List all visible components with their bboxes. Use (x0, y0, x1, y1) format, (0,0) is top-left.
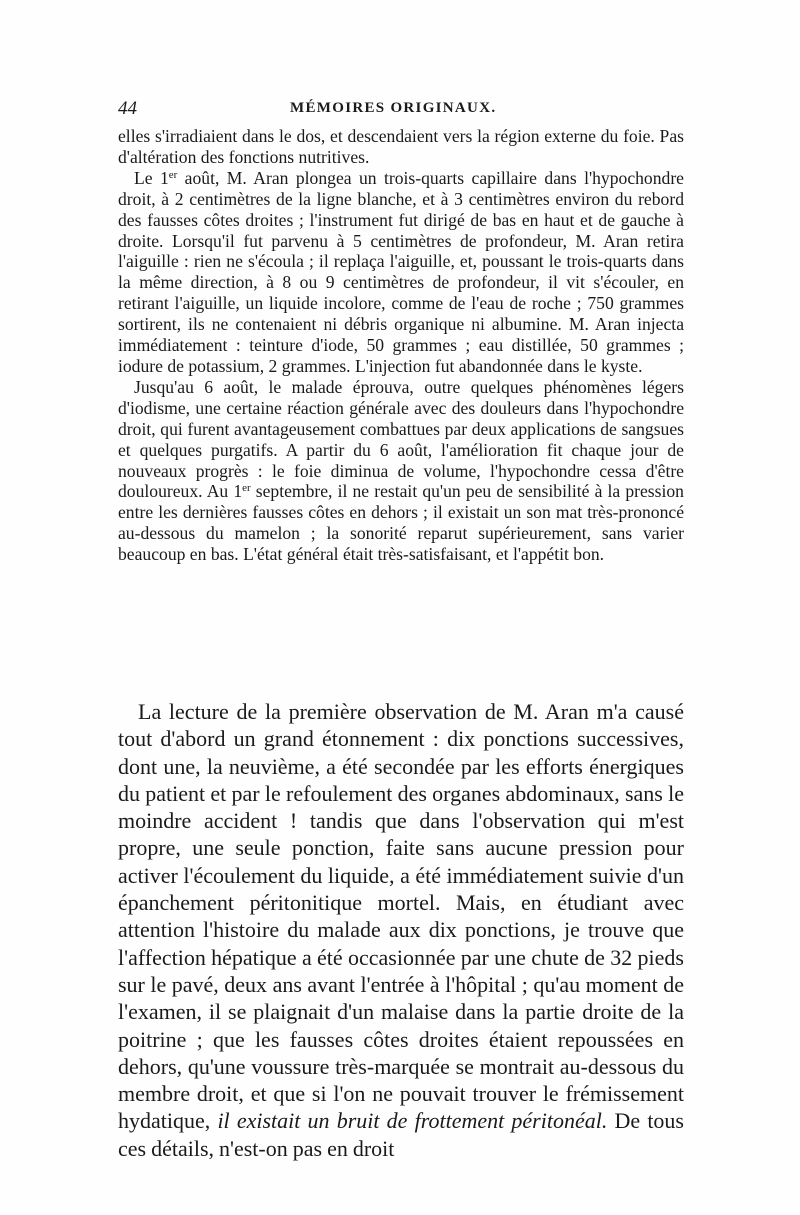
paragraph-aug-1 (118, 168, 684, 377)
page-header (118, 98, 684, 120)
paragraph-continued (118, 126, 684, 168)
running-head: MÉMOIRES ORIGINAUX. (290, 100, 497, 116)
observation-text (118, 126, 684, 565)
page-number: 44 (118, 98, 137, 119)
superscript: er (242, 482, 251, 495)
paragraph-text: septembre, il ne restait qu'un peu de sensibilité à la pression entre les dernières fausses côtes en dehors ; il existait un son mat très-prononcé au-dessous du mamelon ; la sonorité reparut supérieurement, sans varier beaucoup en bas. L'état général était très-satisfaisant, et l'appétit bon. (118, 481, 684, 565)
italic-phrase: il existait un bruit de frottement péritonéal. (217, 1108, 608, 1134)
paragraph-text: août, M. Aran plongea un trois-quarts capillaire dans l'hypochondre droit, à 2 centimètres de la ligne blanche, et à 3 centimètres environ du rebord des fausses côtes droites ; l'instrument fut dirigé de bas en haut et de gauche à droite. Lorsqu'il fut parvenu à 5 centimètres de profondeur, M. Aran retira l'aiguille : rien ne s'écoula ; il replaça l'aiguille, et, poussant le trois-quarts dans la même direction, à 8 ou 9 centimètres de profondeur, il vit s'écouler, en retirant l'aiguille, un liquide incolore, comme de l'eau de roche ; 750 grammes sortirent, ils ne contenaient ni débris organique ni albumine. M. Aran injecta immédiatement : teinture d'iode, 50 grammes ; eau distillée, 50 grammes ; iodure de potassium, 2 grammes. L'injection fut abandonnée dans le kyste. (118, 167, 684, 376)
commentary-paragraph (118, 698, 684, 1162)
paragraph-aug-6 (118, 377, 684, 565)
paragraph-text: Jusqu'au 6 août, le malade éprouva, outre quelques phénomènes légers d'iodisme, une certaine réaction générale avec des douleurs dans l'hypochondre droit, qui furent avantageusement combattues par deux applications de sangsues et quelques purgatifs. A partir du 6 août, l'amélioration fit chaque jour de nouveaux progrès : le foie diminua de volume, l'hypochondre cessa d'être douloureux. Au 1 (118, 376, 684, 502)
paragraph-text: De tous ces détails, n'est-on pas en droit (118, 1108, 684, 1161)
paragraph-text: elles s'irradiaient dans le dos, et descendaient vers la région externe du foie. Pas d'altération des fonctions nutritives. (118, 126, 684, 167)
paragraph-text: Le 1 (134, 167, 169, 188)
commentary-text (118, 698, 684, 1162)
superscript: er (168, 168, 178, 181)
paragraph-text: La lecture de la première observation de M. Aran m'a causé tout d'abord un grand étonnement : dix ponctions successives, dont une, la neuvième, a été secondée par les efforts énergiques du patient et par le refoulement des organes abdominaux, sans le moindre accident ! tandis que dans l'observation qui m'est propre, une seule ponction, faite sans aucune pression pour activer l'écoulement du liquide, a été immédiatement suivie d'un épanchement péritonitique mortel. Mais, en étudiant avec attention l'histoire du malade aux dix ponctions, je trouve que l'affection hépatique a été occasionnée par une chute de 32 pieds sur le pavé, deux ans avant l'entrée à l'hôpital ; qu'au moment de l'examen, il se plaignait d'un malaise dans la partie droite de la poitrine ; que les fausses côtes droites étaient repoussées en dehors, qu'une voussure très-marquée se montrait au-dessous du membre droit, et que si l'on ne pouvait trouver le frémissement hydatique, (118, 699, 684, 1134)
